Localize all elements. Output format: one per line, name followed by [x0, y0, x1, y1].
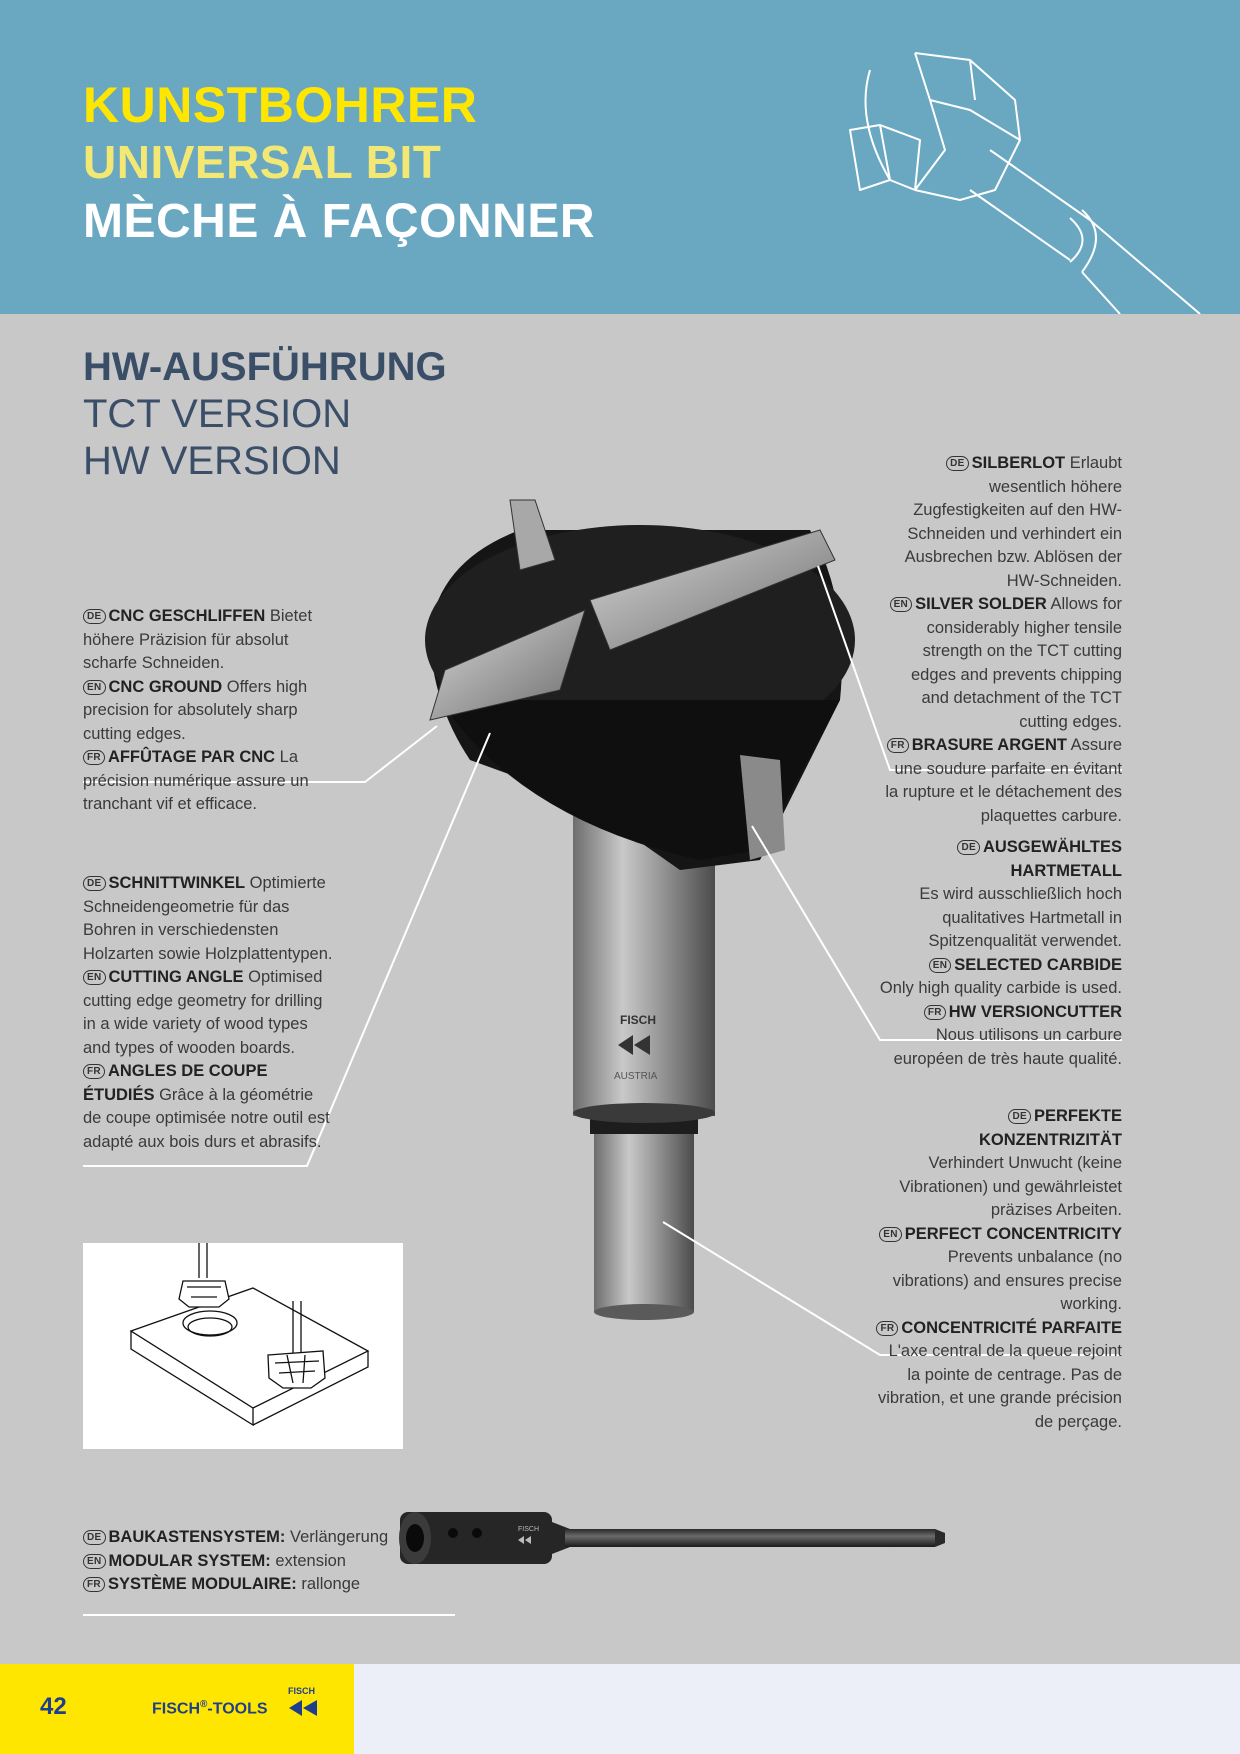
lang-badge-de: DE	[1008, 1109, 1031, 1124]
footer-brand-suffix: -TOOLS	[207, 1700, 268, 1718]
feature-text: Verlängerung	[285, 1528, 389, 1546]
shank-origin: AUSTRIA	[614, 1071, 658, 1082]
title-de: KUNSTBOHRER	[83, 77, 478, 133]
feature-text: Es wird ausschließlich hoch qualitatives Hartmetall in Spitzenqualität verwendet.	[919, 885, 1122, 950]
feature-heading: SYSTÈME MODULAIRE:	[107, 1575, 297, 1593]
lang-badge-fr: FR	[83, 1577, 105, 1592]
lang-badge-en: EN	[929, 958, 952, 973]
feature-text: Nous utilisons un carbure européen de très haute qualité.	[893, 1026, 1122, 1068]
feature-heading: AFFÛTAGE PAR CNC	[107, 748, 276, 766]
lang-badge-en: EN	[879, 1227, 902, 1242]
lang-badge-fr: FR	[876, 1321, 898, 1336]
feature-text: Erlaubt wesentlich höhere Zugfestigkeiten auf den HW-Schneiden und verhindert ein Ausbrechen bzw. Ablösen der HW-Schneiden.	[904, 454, 1122, 590]
lang-badge-fr: FR	[924, 1005, 946, 1020]
extension-brand: FISCH	[518, 1526, 539, 1533]
feature-heading: BAUKASTENSYSTEM:	[108, 1528, 286, 1546]
fisch-logo-icon	[285, 1684, 325, 1720]
feature-heading: SELECTED CARBIDE	[954, 955, 1122, 974]
title-en: UNIVERSAL BIT	[83, 136, 442, 188]
lang-badge-de: DE	[957, 840, 980, 855]
footer-brand	[152, 1699, 268, 1718]
lang-badge-de: DE	[83, 609, 106, 624]
feature-heading: CNC GROUND	[108, 677, 223, 696]
feature-silver-solder	[880, 452, 1122, 828]
lang-badge-de: DE	[946, 456, 969, 471]
feature-cutting-angle	[83, 872, 333, 1154]
feature-text: rallonge	[296, 1575, 361, 1593]
feature-heading: HW VERSIONCUTTER	[948, 1002, 1122, 1021]
feature-cnc-ground	[83, 605, 333, 817]
feature-text: Bietet höhere Präzision für absolut scharfe Schneiden.	[83, 607, 313, 672]
footer-strip	[354, 1664, 1240, 1754]
feature-text: Assure une soudure parfaite en évitant la rupture et le détachement des plaquettes carbure.	[885, 736, 1122, 825]
lang-badge-en: EN	[83, 680, 106, 695]
feature-perfect-concentricity	[872, 1105, 1122, 1434]
feature-heading: SILBERLOT	[971, 454, 1066, 472]
feature-text: extension	[270, 1551, 346, 1570]
feature-heading: SCHNITTWINKEL	[108, 874, 246, 892]
shank-brand: FISCH	[620, 1013, 656, 1027]
footer-brand-reg: ®	[200, 1699, 208, 1710]
feature-heading: SILVER SOLDER	[915, 595, 1047, 613]
lang-badge-fr: FR	[83, 1064, 105, 1079]
lang-badge-en: EN	[890, 597, 913, 612]
lang-badge-en: EN	[83, 970, 106, 985]
footer-brand-name: FISCH	[152, 1700, 200, 1718]
feature-text: Prevents unbalance (no vibrations) and ensures precise working.	[892, 1248, 1122, 1313]
feature-heading: PERFEKTE KONZENTRIZITÄT	[979, 1107, 1122, 1149]
feature-text: La précision numérique assure un tranchant vif et efficace.	[83, 748, 309, 813]
section-title-fr: HW VERSION	[83, 439, 341, 483]
extension-bar-photo	[395, 1500, 955, 1580]
feature-heading: CUTTING ANGLE	[108, 968, 244, 986]
feature-text: Allows for considerably higher tensile strength on the TCT cutting edges and prevents chipping and detachment of the TCT cutting edges.	[911, 595, 1122, 731]
board-drilling-illustration	[83, 1243, 403, 1449]
feature-heading: AUSGEWÄHLTES HARTMETALL	[982, 838, 1122, 880]
feature-heading: CONCENTRICITÉ PARFAITE	[901, 1318, 1122, 1337]
section-title-en: TCT VERSION	[83, 392, 352, 436]
feature-text: Only high quality carbide is used.	[879, 979, 1122, 997]
title-fr: MÈCHE À FAÇONNER	[83, 195, 596, 248]
lang-badge-de: DE	[83, 1530, 106, 1545]
footer-logo-text: FISCH	[288, 1686, 315, 1696]
feature-heading: PERFECT CONCENTRICITY	[904, 1224, 1122, 1243]
feature-text: Verhindert Unwucht (keine Vibrationen) und gewährleistet präzises Arbeiten.	[899, 1154, 1122, 1219]
feature-selected-carbide	[872, 836, 1122, 1071]
divider	[83, 1614, 455, 1616]
feature-text: Optimierte Schneidengeometrie für das Bohren in verschiedensten Holzarten sowie Holzplattentypen.	[83, 874, 333, 963]
feature-text: Offers high precision for absolutely sharp cutting edges.	[83, 677, 308, 743]
lang-badge-fr: FR	[83, 750, 105, 765]
lang-badge-en: EN	[83, 1554, 106, 1569]
feature-text: Grâce à la géométrie de coupe optimisée notre outil est adapté aux bois durs et abrasifs.	[83, 1085, 330, 1151]
feature-heading: BRASURE ARGENT	[911, 736, 1067, 754]
feature-modular-system	[83, 1526, 423, 1597]
lang-badge-fr: FR	[887, 738, 909, 753]
feature-heading: ANGLES DE COUPE ÉTUDIÉS	[83, 1062, 268, 1104]
section-title-de: HW-AUSFÜHRUNG	[83, 345, 447, 389]
usage-illustration	[83, 1243, 403, 1449]
lang-badge-de: DE	[83, 876, 106, 891]
feature-heading: MODULAR SYSTEM:	[108, 1551, 271, 1570]
feature-heading: CNC GESCHLIFFEN	[108, 607, 266, 625]
feature-text: L'axe central de la queue rejoint la pointe de centrage. Pas de vibration, et une grande précision de perçage.	[878, 1342, 1122, 1431]
page-number: 42	[40, 1693, 67, 1720]
feature-text: Optimised cutting edge geometry for drilling in a wide variety of wood types and types of wooden boards.	[83, 968, 323, 1057]
